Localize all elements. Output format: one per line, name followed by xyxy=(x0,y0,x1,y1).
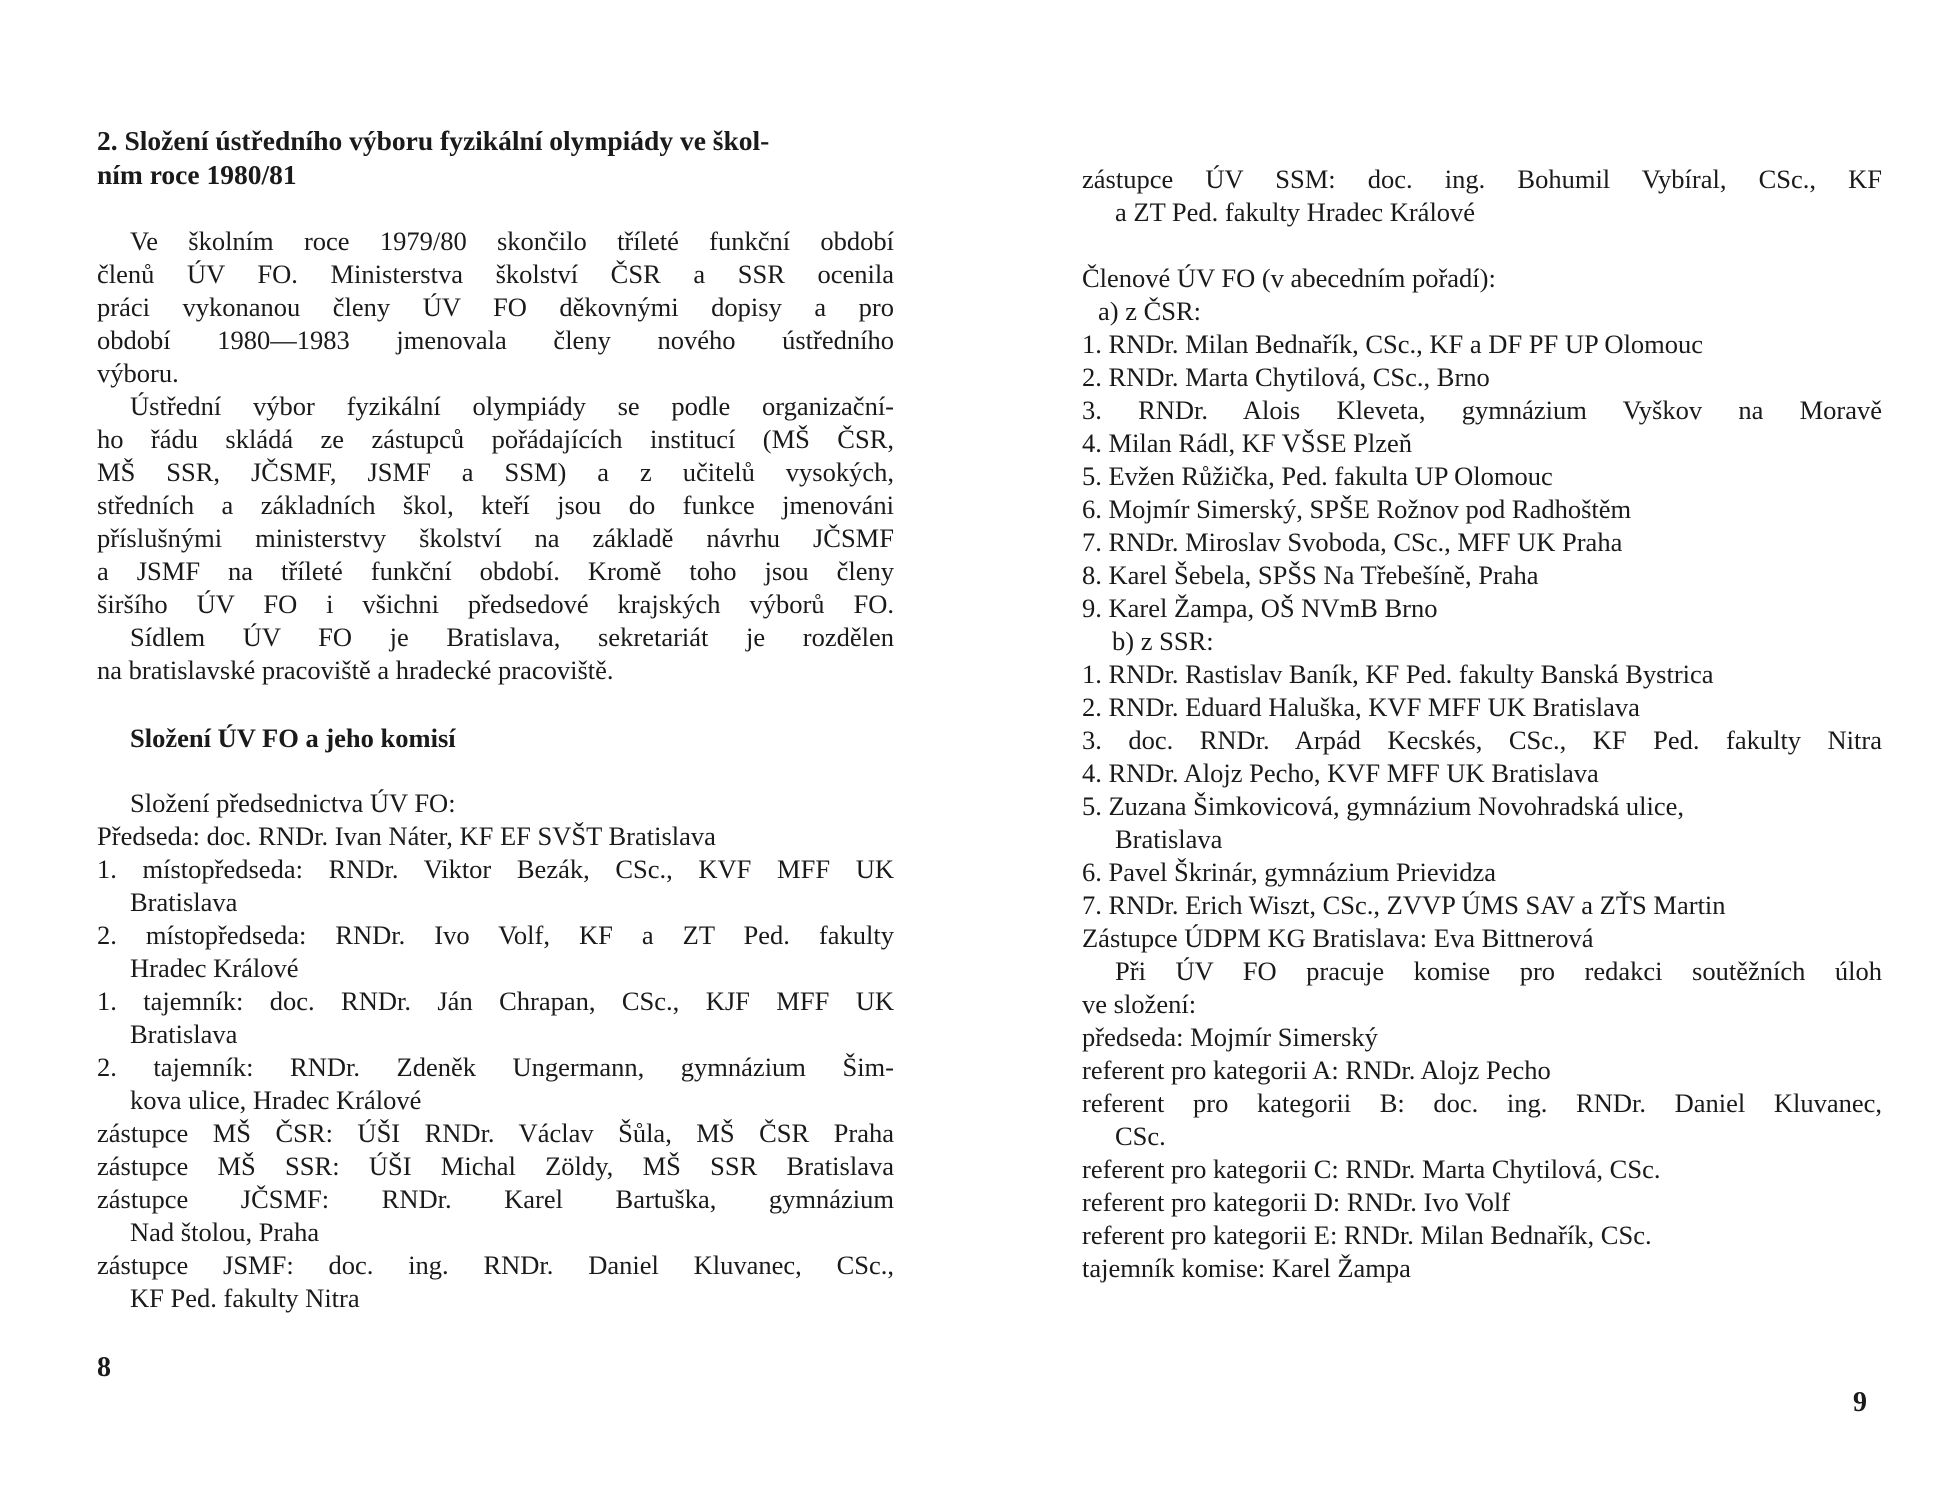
commission-intro-line: Při ÚV FO pracuje komise pro redakci soutěžních úloh xyxy=(1115,956,1882,986)
csr-member: 9. Karel Žampa, OŠ NVmB Brno xyxy=(1082,593,1438,623)
commission-line: referent pro kategorii E: RNDr. Milan Bednařík, CSc. xyxy=(1082,1220,1652,1250)
commission-line: referent pro kategorii A: RNDr. Alojz Pecho xyxy=(1082,1055,1551,1085)
ssm-representative-line: a ZT Ped. fakulty Hradec Králové xyxy=(1115,197,1476,227)
commission-line: referent pro kategorii C: RNDr. Marta Chytilová, CSc. xyxy=(1082,1154,1661,1184)
csr-member: 1. RNDr. Milan Bednařík, CSc., KF a DF PF UP Olomouc xyxy=(1082,329,1704,359)
csr-member: 6. Mojmír Simerský, SPŠE Rožnov pod Radhoštěm xyxy=(1082,494,1632,524)
commission-line: referent pro kategorii B: doc. ing. RNDr. Daniel Kluvanec, xyxy=(1082,1088,1882,1118)
paragraph-line: Ústřední výbor fyzikální olympiády se podle organizační- xyxy=(130,391,894,421)
presidium-line: kova ulice, Hradec Králové xyxy=(130,1085,422,1115)
ssr-member: 1. RNDr. Rastislav Baník, KF Ped. fakulty Banská Bystrica xyxy=(1082,659,1714,689)
ssr-member: 5. Zuzana Šimkovicová, gymnázium Novohradská ulice, xyxy=(1082,791,1684,821)
presidium-line: zástupce MŠ SSR: ÚŠI Michal Zöldy, MŠ SSR Bratislava xyxy=(97,1151,894,1181)
paragraph-line: práci vykonanou členy ÚV FO děkovnými dopisy a pro xyxy=(97,292,894,322)
paragraph-line: Sídlem ÚV FO je Bratislava, sekretariát je rozdělen xyxy=(130,622,894,652)
paragraph-line: příslušnými ministerstvy školství na základě návrhu JČSMF xyxy=(97,523,894,553)
paragraph-line: Ve školním roce 1979/80 skončilo tříleté funkční období xyxy=(130,226,894,256)
udpm-representative: Zástupce ÚDPM KG Bratislava: Eva Bittnerová xyxy=(1082,923,1594,953)
presidium-line: Bratislava xyxy=(130,887,238,917)
commission-line: referent pro kategorii D: RNDr. Ivo Volf xyxy=(1082,1187,1511,1217)
presidium-line: Bratislava xyxy=(130,1019,238,1049)
presidium-line: zástupce MŠ ČSR: ÚŠI RNDr. Václav Šůla, MŠ ČSR Praha xyxy=(97,1118,894,1148)
ssr-label: b) z SSR: xyxy=(1112,626,1214,656)
commission-intro-line: ve složení: xyxy=(1082,989,1197,1019)
paragraph-line: období 1980—1983 jmenovala členy nového ústředního xyxy=(97,325,894,355)
section-heading-line-2: ním roce 1980/81 xyxy=(97,159,297,190)
presidium-line: 1. tajemník: doc. RNDr. Ján Chrapan, CSc., KJF MFF UK xyxy=(97,986,894,1016)
ssr-member: 3. doc. RNDr. Arpád Kecskés, CSc., KF Ped. fakulty Nitra xyxy=(1082,725,1882,755)
paragraph-line: ho řádu skládá ze zástupců pořádajících institucí (MŠ ČSR, xyxy=(97,424,894,454)
csr-member: 5. Evžen Růžička, Ped. fakulta UP Olomouc xyxy=(1082,461,1553,491)
commission-line: CSc. xyxy=(1115,1121,1166,1151)
members-intro: Členové ÚV FO (v abecedním pořadí): xyxy=(1082,263,1496,293)
paragraph-line: MŠ SSR, JČSMF, JSMF a SSM) a z učitelů vysokých, xyxy=(97,457,894,487)
paragraph-line: a JSMF na tříleté funkční období. Kromě toho jsou členy xyxy=(97,556,894,586)
csr-member: 4. Milan Rádl, KF VŠSE Plzeň xyxy=(1082,428,1413,458)
ssr-member: 7. RNDr. Erich Wiszt, CSc., ZVVP ÚMS SAV a ZŤS Martin xyxy=(1082,890,1726,920)
presidium-line: Hradec Králové xyxy=(130,953,299,983)
presidium-line: Nad štolou, Praha xyxy=(130,1217,320,1247)
paragraph-line: širšího ÚV FO i všichni předsedové krajských výborů FO. xyxy=(97,589,894,619)
presidium-line: zástupce JČSMF: RNDr. Karel Bartuška, gymnázium xyxy=(97,1184,894,1214)
presidium-line: 1. místopředseda: RNDr. Viktor Bezák, CSc., KVF MFF UK xyxy=(97,854,894,884)
subheading: Složení ÚV FO a jeho komisí xyxy=(130,723,456,753)
ssr-member: 2. RNDr. Eduard Haluška, KVF MFF UK Bratislava xyxy=(1082,692,1640,722)
csr-label: a) z ČSR: xyxy=(1098,296,1202,326)
presidium-line: zástupce JSMF: doc. ing. RNDr. Daniel Kluvanec, CSc., xyxy=(97,1250,894,1280)
presidium-line: 2. tajemník: RNDr. Zdeněk Ungermann, gymnázium Šim- xyxy=(97,1052,894,1082)
commission-line: předseda: Mojmír Simerský xyxy=(1082,1022,1378,1052)
paragraph-line: na bratislavské pracoviště a hradecké pracoviště. xyxy=(97,655,614,685)
csr-member: 3. RNDr. Alois Kleveta, gymnázium Vyškov na Moravě xyxy=(1082,395,1882,425)
presidium-line: 2. místopředseda: RNDr. Ivo Volf, KF a ZT Ped. fakulty xyxy=(97,920,894,950)
page-number-right: 9 xyxy=(1853,1387,1867,1418)
section-heading-line-1: 2. Složení ústředního výboru fyzikální olympiády ve škol- xyxy=(97,125,770,156)
paragraph-line: výboru. xyxy=(97,358,179,388)
csr-member: 8. Karel Šebela, SPŠS Na Třebešíně, Praha xyxy=(1082,560,1539,590)
page-number-left: 8 xyxy=(97,1352,111,1383)
ssr-member: Bratislava xyxy=(1115,824,1223,854)
csr-member: 2. RNDr. Marta Chytilová, CSc., Brno xyxy=(1082,362,1490,392)
commission-line: tajemník komise: Karel Žampa xyxy=(1082,1253,1411,1283)
ssr-member: 4. RNDr. Alojz Pecho, KVF MFF UK Bratislava xyxy=(1082,758,1599,788)
presidium-line: KF Ped. fakulty Nitra xyxy=(130,1283,360,1313)
presidium-line: Předseda: doc. RNDr. Ivan Náter, KF EF SVŠT Bratislava xyxy=(97,821,716,851)
ssm-representative-line: zástupce ÚV SSM: doc. ing. Bohumil Vybíral, CSc., KF xyxy=(1082,164,1882,194)
ssr-member: 6. Pavel Škrinár, gymnázium Prievidza xyxy=(1082,857,1497,887)
presidium-intro: Složení předsednictva ÚV FO: xyxy=(130,788,456,818)
paragraph-line: členů ÚV FO. Ministerstva školství ČSR a SSR ocenila xyxy=(97,259,894,289)
paragraph-line: středních a základních škol, kteří jsou do funkce jmenováni xyxy=(97,490,894,520)
csr-member: 7. RNDr. Miroslav Svoboda, CSc., MFF UK Praha xyxy=(1082,527,1623,557)
